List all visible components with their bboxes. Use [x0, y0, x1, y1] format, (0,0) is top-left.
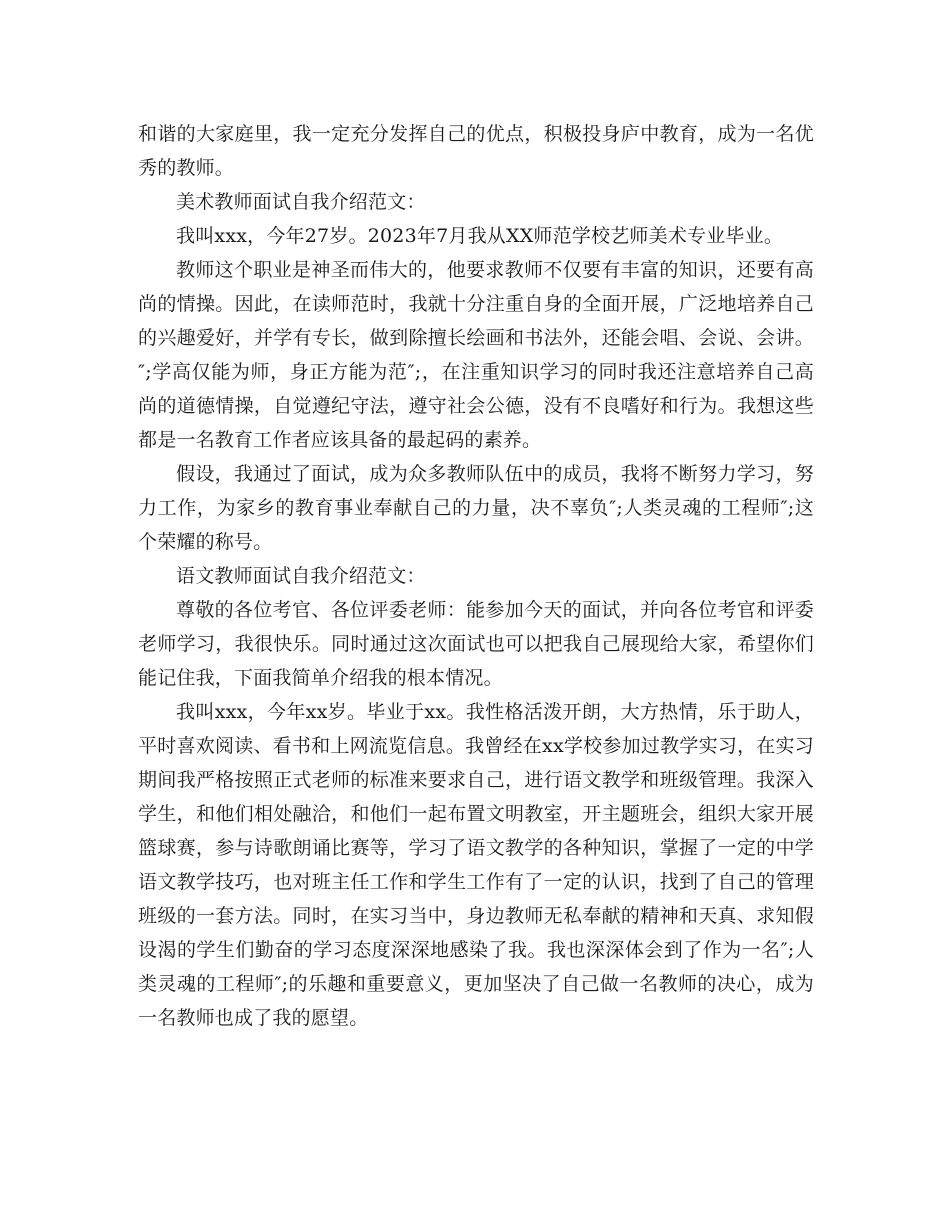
paragraph: 教师这个职业是神圣而伟大的，他要求教师不仅要有丰富的知识，还要有高尚的情操。因此，在读师范时，我就十分注重自身的全面开展，广泛地培养自己的兴趣爱好，并学有专长，做到除擅长绘画和书法外，还能会唱、会说、会讲。″;学高仅能为师，身正方能为范″;，在注重知识学习的同时我还注意培养自己高尚的道德情操，自觉遵纪守法，遵守社会公德，没有不良嗜好和行为。我想这些都是一名教育工作者应该具备的最起码的素养。 — [138, 259, 814, 451]
document-body — [138, 117, 814, 1035]
paragraph: 我叫xxx，今年xx岁。毕业于xx。我性格活泼开朗，大方热情，乐于助人，平时喜欢阅读、看书和上网流览信息。我曾经在xx学校参加过教学实习，在实习期间我严格按照正式老师的标准来要求自己，进行语文教学和班级管理。我深入学生，和他们相处融洽，和他们一起布置文明教室，开主题班会，组织大家开展篮球赛，参与诗歌朗诵比赛等，学习了语文教学的各种知识，掌握了一定的中学语文教学技巧，也对班主任工作和学生工作有了一定的认识，找到了自己的管理班级的一套方法。同时，在实习当中，身边教师无私奉献的精神和天真、求知假设渴的学生们勤奋的学习态度深深地感染了我。我也深深体会到了作为一名″;人类灵魂的工程师″;的乐趣和重要意义，更加坚决了自己做一名教师的决心，成为一名教师也成了我的愿望。 — [138, 701, 814, 1029]
paragraph: 尊敬的各位考官、各位评委老师：能参加今天的面试，并向各位考官和评委老师学习，我很快乐。同时通过这次面试也可以把我自己展现给大家，希望你们能记住我，下面我简单介绍我的根本情况。 — [138, 599, 814, 689]
paragraph-continuation: 和谐的大家庭里，我一定充分发挥自己的优点，积极投身庐中教育，成为一名优秀的教师。 — [138, 123, 814, 179]
paragraph: 我叫xxx，今年27岁。2023年7月我从XX师范学校艺师美术专业毕业。 — [176, 225, 784, 247]
section-heading-art-teacher: 美术教师面试自我介绍范文： — [176, 191, 426, 213]
paragraph: 假设，我通过了面试，成为众多教师队伍中的成员，我将不断努力学习，努力工作，为家乡的教育事业奉献自己的力量，决不辜负″;人类灵魂的工程师″;这个荣耀的称号。 — [138, 463, 814, 553]
section-heading-chinese-teacher: 语文教师面试自我介绍范文： — [176, 565, 426, 587]
